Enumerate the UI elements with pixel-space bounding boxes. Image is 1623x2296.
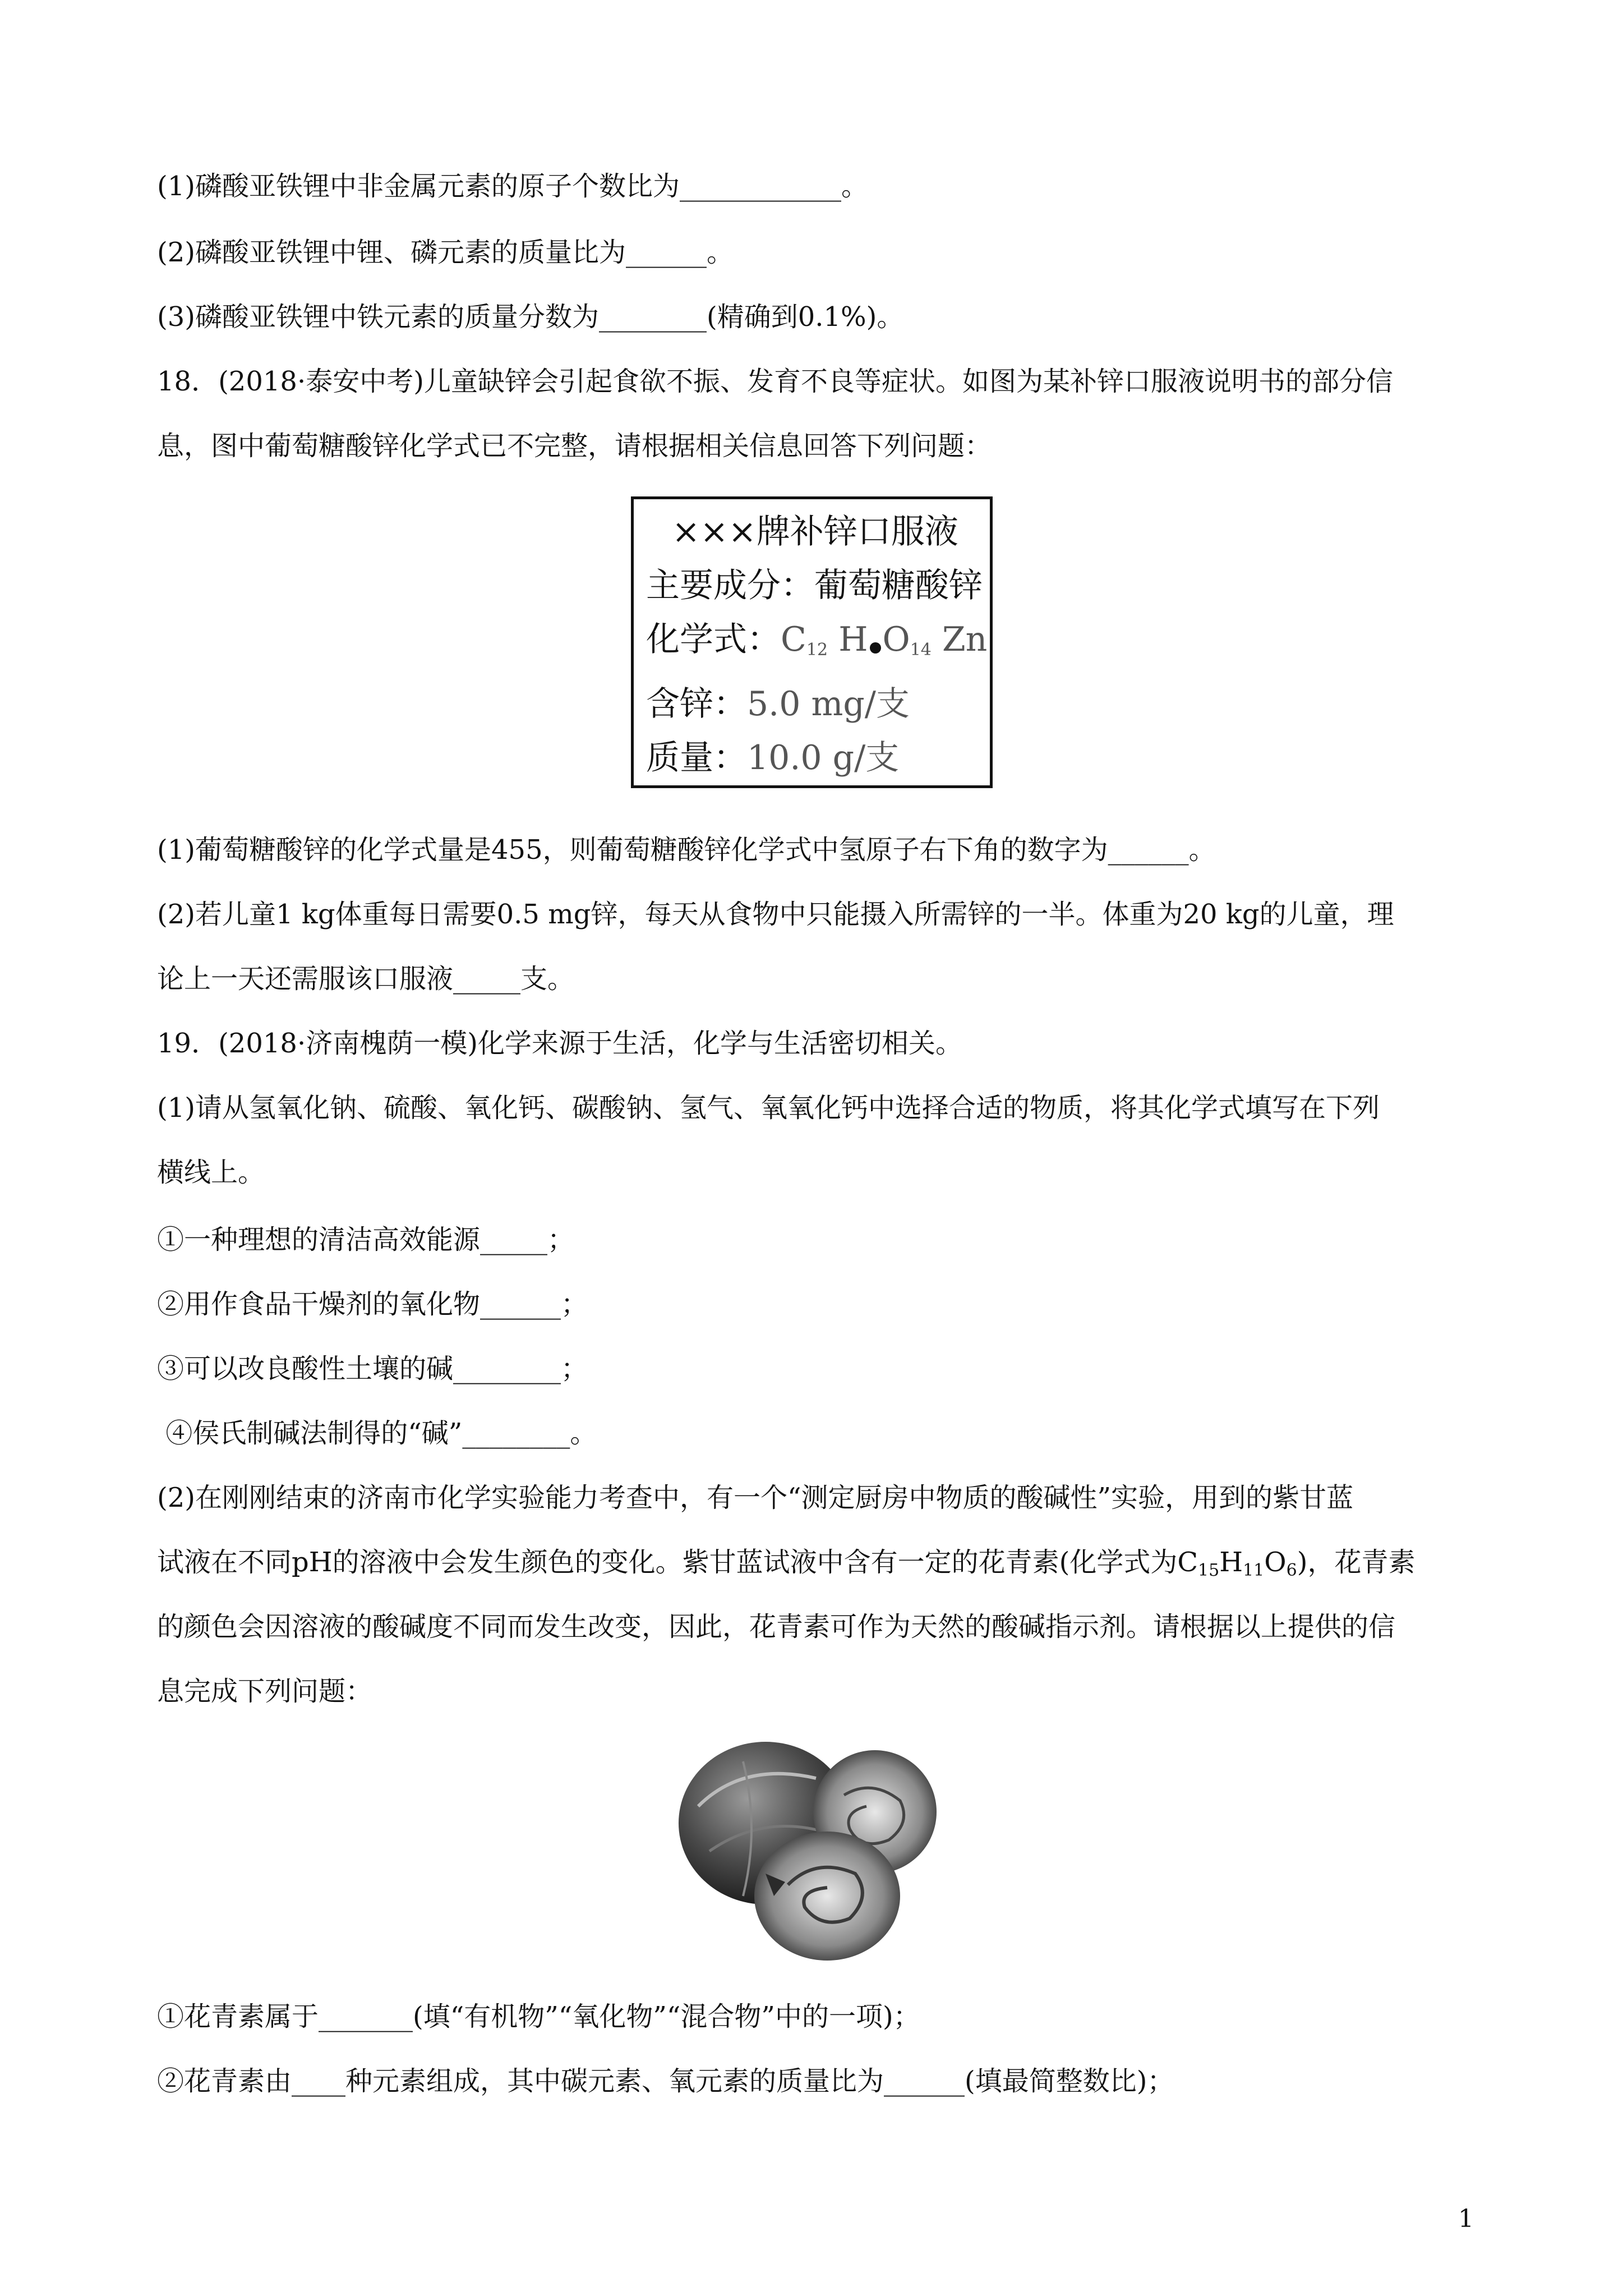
question-19-part-2-formula-line — [157, 1545, 1469, 1588]
anthocyanin-h-subscript: 11 — [1243, 1561, 1265, 1580]
anthocyanin-o: O — [1264, 1547, 1287, 1578]
question-19-item-b: ②花青素由____种元素组成，其中碳元素、氧元素的质量比为______(填最简整数比)； — [157, 2065, 1174, 2097]
question-18-part-2: (2)若儿童1 kg体重每日需要0.5 mg锌，每天从食物中只能摄入所需锌的一半。体重为20 kg的儿童，理 — [157, 899, 1394, 930]
question-19-item-4: ④侯氏制碱法制得的“碱”________。 — [157, 1418, 597, 1449]
formula-prefix: 化学式： — [646, 620, 781, 659]
question-19-part-2-cont-2: 息完成下列问题： — [157, 1676, 373, 1707]
anthocyanin-h: H — [1219, 1547, 1243, 1578]
question-18-stem: 18．(2018·泰安中考)儿童缺锌会引起食欲不振、发育不良等症状。如图为某补锌口服液说明书的部分信 — [157, 366, 1393, 397]
label-zinc-content — [646, 677, 990, 731]
question-19-part-2: (2)在刚刚结束的济南市化学实验能力考查中，有一个“测定厨房中物质的酸碱性”实验，用到的紫甘蓝 — [157, 1482, 1354, 1513]
page-number: 1 — [1458, 2205, 1474, 2233]
question-19-item-1: ①一种理想的清洁高效能源_____； — [157, 1224, 575, 1255]
red-cabbage-image — [676, 1728, 945, 1963]
zinc-prefix: 含锌： — [646, 684, 747, 724]
label-ingredient: 主要成分：葡萄糖酸锌 — [646, 566, 983, 605]
mass-prefix: 质量： — [646, 738, 747, 777]
zinc-supplement-label — [631, 496, 993, 788]
formula-carbon: C — [781, 620, 806, 659]
question-18-part-2-cont: 论上一天还需服该口服液_____支。 — [157, 963, 575, 995]
question-19-item-3: ③可以改良酸性土壤的碱________； — [157, 1353, 588, 1384]
question-19-part-1: (1)请从氢氧化钠、硫酸、氧化钙、碳酸钠、氢气、氧氧化钙中选择合适的物质，将其化学式填写在下列 — [157, 1092, 1380, 1124]
formula-carbon-subscript: 12 — [806, 640, 828, 660]
mass-value: 10.0 g/支 — [747, 738, 900, 777]
question-17-part-3: (3)磷酸亚铁锂中铁元素的质量分数为________(精确到0.1%)。 — [157, 301, 904, 333]
formula-zinc: Zn — [942, 620, 988, 659]
formula-line-post: )，花青素 — [1297, 1547, 1415, 1578]
anthocyanin-c-subscript: 15 — [1198, 1561, 1220, 1580]
missing-subscript-dot — [868, 641, 883, 655]
formula-line-pre: 试液在不同pH的溶液中会发生颜色的变化。紫甘蓝试液中含有一定的花青素(化学式为C — [157, 1547, 1198, 1578]
label-title: ×××牌补锌口服液 — [672, 512, 958, 551]
anthocyanin-o-subscript: 6 — [1286, 1561, 1297, 1580]
label-mass — [646, 731, 990, 785]
formula-oxygen-subscript: 14 — [910, 640, 932, 660]
question-19-part-1-cont: 横线上。 — [157, 1157, 265, 1188]
question-18-stem-cont: 息，图中葡萄糖酸锌化学式已不完整，请根据相关信息回答下列问题： — [157, 430, 992, 462]
zinc-value: 5.0 mg/支 — [747, 684, 910, 724]
label-formula — [646, 613, 990, 677]
question-17-part-1: (1)磷酸亚铁锂中非金属元素的原子个数比为____________。 — [157, 171, 868, 202]
question-19-item-2: ②用作食品干燥剂的氧化物______； — [157, 1289, 588, 1320]
formula-hydrogen: H — [838, 620, 868, 659]
question-18-part-1: (1)葡萄糖酸锌的化学式量是455，则葡萄糖酸锌化学式中氢原子右下角的数字为______。 — [157, 834, 1216, 866]
question-19-stem: 19．(2018·济南槐荫一模)化学来源于生活，化学与生活密切相关。 — [157, 1028, 962, 1059]
question-19-part-2-cont: 的颜色会因溶液的酸碱度不同而发生改变，因此，花青素可作为天然的酸碱指示剂。请根据以上提供的信 — [157, 1611, 1396, 1642]
question-17-part-2: (2)磷酸亚铁锂中锂、磷元素的质量比为______。 — [157, 237, 734, 268]
formula-oxygen: O — [882, 620, 910, 659]
question-19-item-a: ①花青素属于_______(填“有机物”“氧化物”“混合物”中的一项)； — [157, 2001, 920, 2032]
